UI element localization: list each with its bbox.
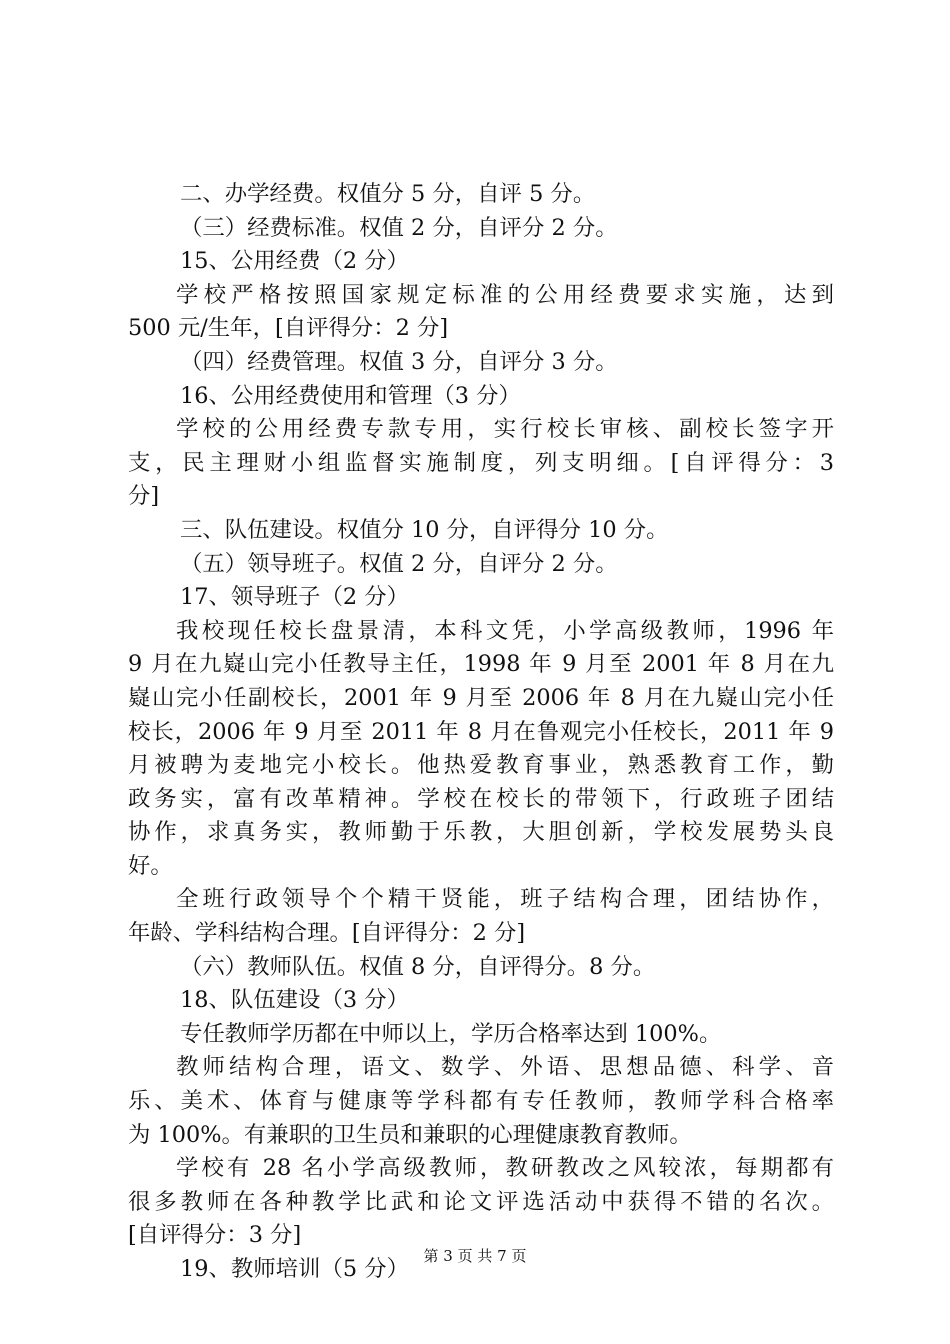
- document-line: 16、公用经费使用和管理（3 分）: [180, 382, 521, 409]
- document-line: 校长，2006 年 9 月至 2011 年 8 月在鲁观完小任校长，2011 年 9: [128, 718, 834, 745]
- document-line: 500 元/生年，[自评得分：2 分]: [128, 315, 449, 342]
- document-line: 为 100%。有兼职的卫生员和兼职的心理健康教育教师。: [128, 1121, 692, 1148]
- document-line: 乐、美术、体育与健康等学科都有专任教师，教师学科合格率: [128, 1088, 834, 1115]
- document-line: [自评得分：3 分]: [128, 1222, 302, 1249]
- document-line: 9 月在九嶷山完小任教导主任，1998 年 9 月至 2001 年 8 月在九: [128, 651, 834, 678]
- document-line: （四）经费管理。权值 3 分，自评分 3 分。: [180, 348, 618, 375]
- document-line: （五）领导班子。权值 2 分，自评分 2 分。: [180, 550, 618, 577]
- document-line: 很多教师在各种教学比武和论文评选活动中获得不错的名次。: [128, 1188, 834, 1215]
- document-line: 教师结构合理，语文、数学、外语、思想品德、科学、音: [176, 1054, 834, 1081]
- document-line: 三、队伍建设。权值分 10 分，自评得分 10 分。: [180, 516, 669, 543]
- document-line: 协作，求真务实，教师勤于乐教，大胆创新，学校发展势头良: [128, 819, 834, 846]
- page-number-footer: 第 3 页 共 7 页: [423, 1247, 527, 1265]
- document-line: 19、教师培训（5 分）: [180, 1256, 409, 1282]
- document-line: （三）经费标准。权值 2 分，自评分 2 分。: [180, 214, 618, 241]
- document-line: 17、领导班子（2 分）: [180, 584, 409, 611]
- document-line: 支，民主理财小组监督实施制度，列支明细。[自评得分：3: [128, 449, 834, 476]
- document-line: 15、公用经费（2 分）: [180, 248, 409, 275]
- document-line: 专任教师学历都在中师以上，学历合格率达到 100%。: [180, 1020, 722, 1047]
- document-line: 我校现任校长盘景清，本科文凭，小学高级教师，1996 年: [176, 617, 834, 644]
- document-line: 18、队伍建设（3 分）: [180, 987, 409, 1014]
- document-line: 学校严格按照国家规定标准的公用经费要求实施，达到: [176, 281, 834, 308]
- document-line: 全班行政领导个个精干贤能，班子结构合理，团结协作，: [176, 886, 834, 913]
- document-line: （六）教师队伍。权值 8 分，自评得分。8 分。: [180, 953, 656, 980]
- document-line: 月被聘为麦地完小校长。他热爱教育事业，熟悉教育工作，勤: [128, 752, 834, 779]
- document-body: [128, 178, 834, 1287]
- document-line: 年龄、学科结构合理。[自评得分：2 分]: [128, 920, 526, 947]
- document-line: 分]: [128, 483, 160, 510]
- document-line: 嶷山完小任副校长，2001 年 9 月至 2006 年 8 月在九嶷山完小任: [128, 684, 834, 711]
- document-line: 政务实，富有改革精神。学校在校长的带领下，行政班子团结: [128, 785, 834, 812]
- document-line: 学校有 28 名小学高级教师，教研教改之风较浓，每期都有: [176, 1155, 834, 1182]
- document-line: 二、办学经费。权值分 5 分，自评 5 分。: [180, 181, 596, 207]
- document-line: 好。: [128, 852, 173, 879]
- document-line: 学校的公用经费专款专用，实行校长审核、副校长签字开: [176, 416, 834, 443]
